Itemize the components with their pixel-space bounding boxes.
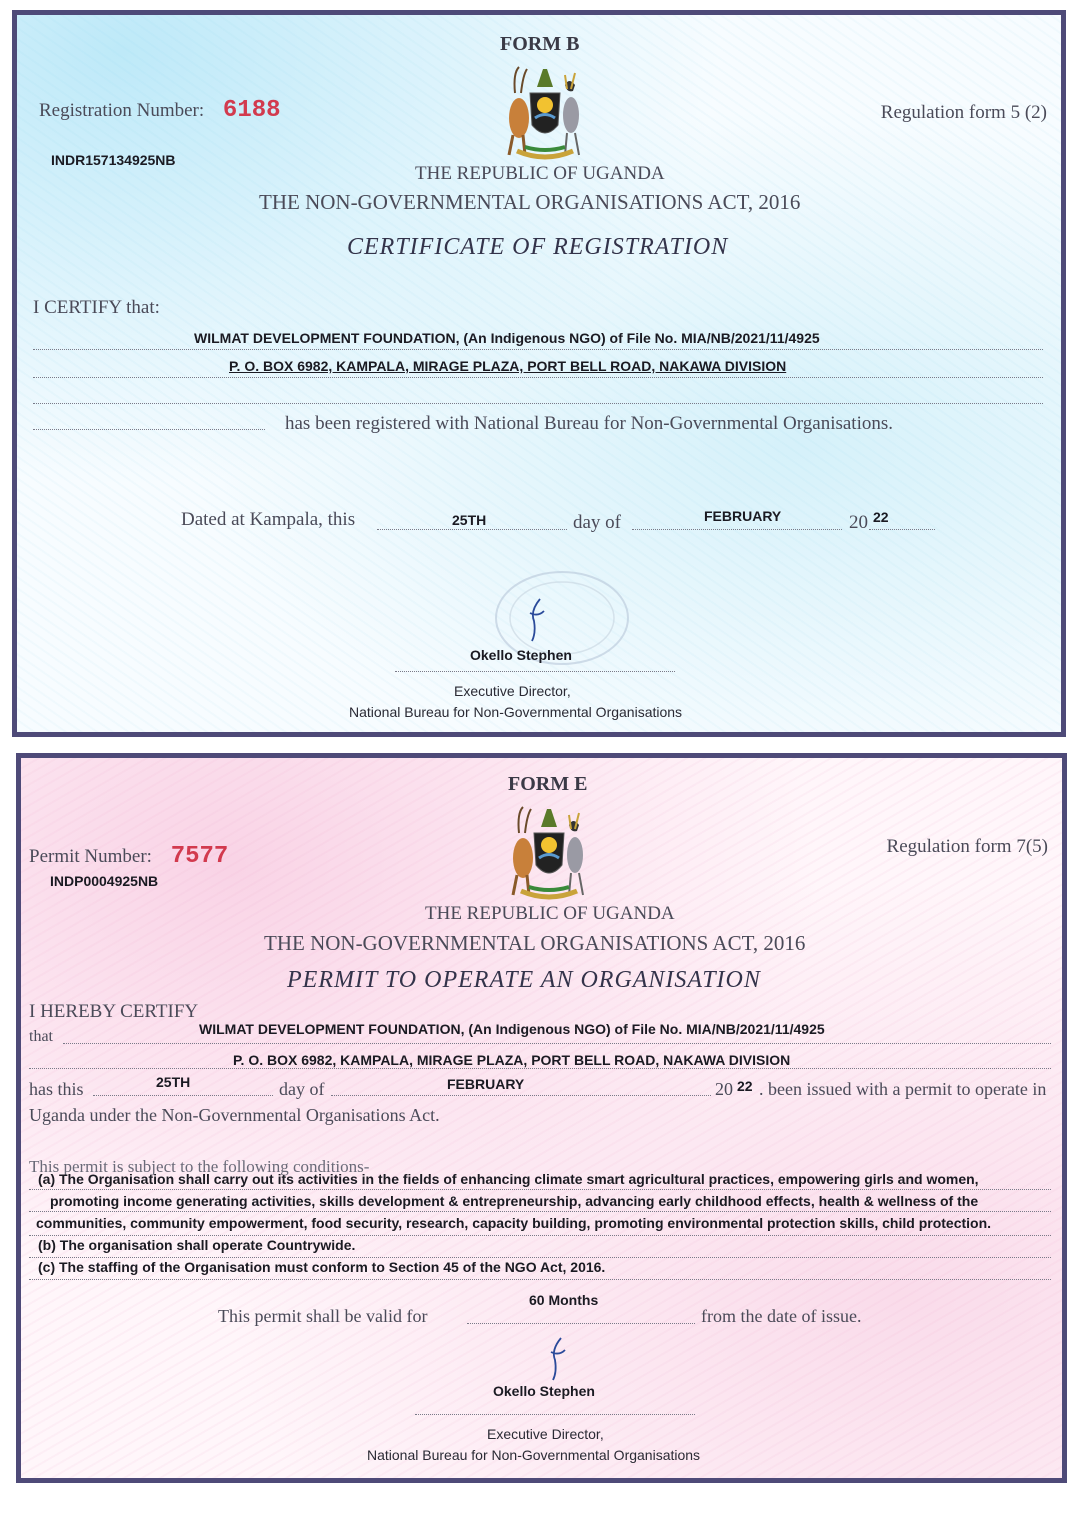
certificate-title: CERTIFICATE OF REGISTRATION <box>347 234 729 260</box>
valid-prefix: This permit shall be valid for <box>218 1306 428 1326</box>
condition-a-line-1: (a) The Organisation shall carry out its activities in the fields of enhancing climate smart agricultural practices, empowering girls and women, <box>38 1171 979 1187</box>
valid-suffix: from the date of issue. <box>701 1306 862 1326</box>
permit-number: 7577 <box>170 843 229 870</box>
organisation-line: WILMAT DEVELOPMENT FOUNDATION, (An Indigenous NGO) of File No. MIA/NB/2021/11/4925 <box>199 1021 825 1037</box>
signatory-title: Executive Director, <box>454 683 571 699</box>
condition-a-line-2: promoting income generating activities, skills development & entrepreneurship, advancing early childhood effects, health & wellness of the <box>50 1193 979 1209</box>
permit-code: INDP0004925NB <box>50 873 159 889</box>
registration-month: FEBRUARY <box>704 508 782 524</box>
form-e-title: FORM E <box>508 773 588 795</box>
regulation-form-label: Regulation form 7(5) <box>886 836 1048 857</box>
day-of-label: day of <box>279 1079 325 1099</box>
republic-heading: THE REPUBLIC OF UGANDA <box>415 163 665 184</box>
signature-icon <box>522 597 552 643</box>
has-this-label: has this <box>29 1079 84 1099</box>
dated-prefix: Dated at Kampala, this <box>181 509 356 530</box>
address-line: P. O. BOX 6982, KAMPALA, MIRAGE PLAZA, PORT BELL ROAD, NAKAWA DIVISION <box>229 358 787 374</box>
act-heading: THE NON-GOVERNMENTAL ORGANISATIONS ACT, 2016 <box>264 931 806 955</box>
certificate-of-registration <box>12 10 1066 737</box>
uganda-act-line: Uganda under the Non-Governmental Organisations Act. <box>29 1105 440 1125</box>
regulation-form-label: Regulation form 5 (2) <box>880 102 1047 123</box>
registration-day: 25TH <box>452 512 487 528</box>
permit-year: 22 <box>737 1078 753 1094</box>
permit-day: 25TH <box>156 1074 191 1090</box>
year-prefix: 20 <box>849 512 868 533</box>
address-line: P. O. BOX 6982, KAMPALA, MIRAGE PLAZA, PORT BELL ROAD, NAKAWA DIVISION <box>233 1052 791 1068</box>
permit-title: PERMIT TO OPERATE AN ORGANISATION <box>287 967 761 993</box>
signatory-name: Okello Stephen <box>493 1383 595 1399</box>
day-of-label: day of <box>573 512 622 533</box>
signatory-organisation: National Bureau for Non-Governmental Organisations <box>349 704 683 720</box>
issued-statement: . been issued with a permit to operate in <box>759 1079 1047 1099</box>
signature-icon <box>543 1336 573 1382</box>
permit-to-operate <box>16 753 1067 1483</box>
uganda-coat-of-arms-icon <box>499 803 599 903</box>
condition-b: (b) The organisation shall operate Countrywide. <box>38 1237 356 1253</box>
signatory-name: Okello Stephen <box>470 647 572 663</box>
validity-period: 60 Months <box>529 1292 599 1308</box>
condition-a-line-3: communities, community empowerment, food security, research, capacity building, promoting environmental protection skills, child protection. <box>36 1215 992 1231</box>
hereby-certify: I HEREBY CERTIFY <box>29 1001 199 1022</box>
act-heading: THE NON-GOVERNMENTAL ORGANISATIONS ACT, 2016 <box>259 190 801 214</box>
registration-label: Registration Number: <box>39 100 205 121</box>
republic-heading: THE REPUBLIC OF UGANDA <box>425 903 675 924</box>
organisation-line: WILMAT DEVELOPMENT FOUNDATION, (An Indigenous NGO) of File No. MIA/NB/2021/11/4925 <box>194 330 820 346</box>
certify-text: I CERTIFY that: <box>33 297 160 318</box>
uganda-coat-of-arms-icon <box>495 63 595 163</box>
condition-c: (c) The staffing of the Organisation must conform to Section 45 of the NGO Act, 2016. <box>38 1259 606 1275</box>
conditions-intro: This permit is subject to the following conditions- <box>29 1157 370 1176</box>
form-b-title: FORM B <box>500 33 580 55</box>
registered-statement: has been registered with National Bureau for Non-Governmental Organisations. <box>285 413 893 434</box>
permit-month: FEBRUARY <box>447 1076 525 1092</box>
that-label: that <box>29 1028 53 1045</box>
permit-label: Permit Number: <box>29 846 152 867</box>
signatory-title: Executive Director, <box>487 1426 604 1442</box>
signatory-organisation: National Bureau for Non-Governmental Organisations <box>367 1447 701 1463</box>
registration-code: INDR157134925NB <box>51 152 176 168</box>
year-prefix: 20 <box>715 1079 733 1099</box>
registration-number: 6188 <box>222 97 281 124</box>
registration-year: 22 <box>873 509 889 525</box>
